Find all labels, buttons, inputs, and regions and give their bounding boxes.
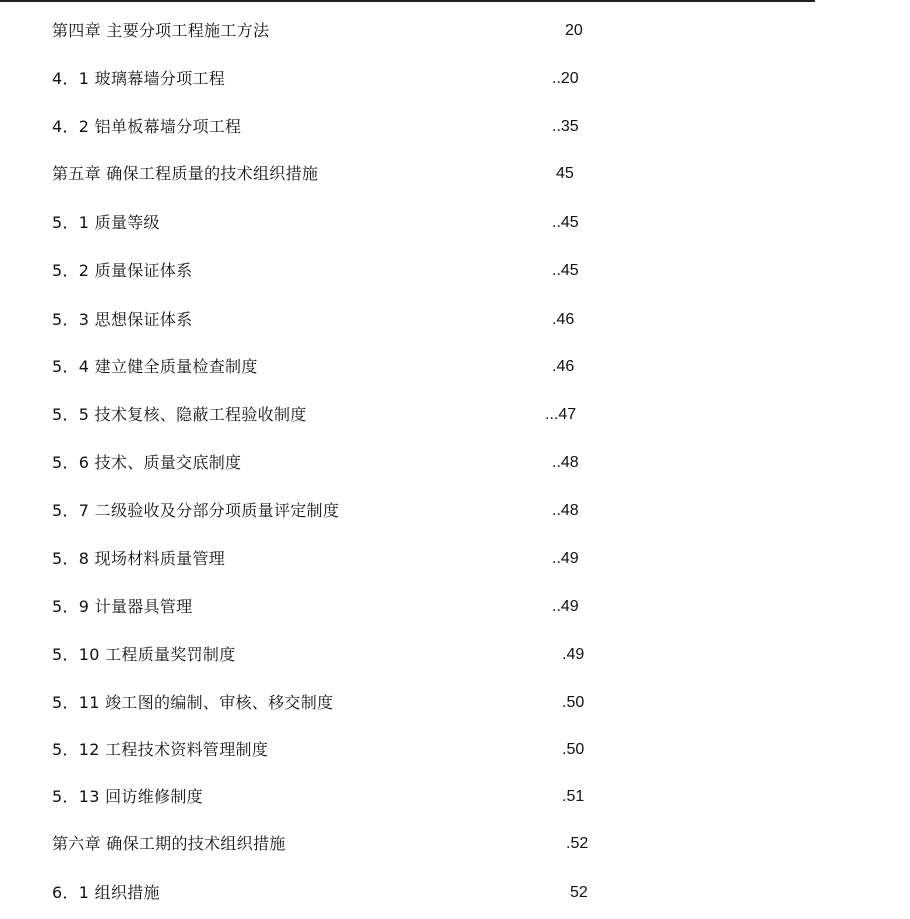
toc-entry-page: 52: [570, 884, 588, 901]
toc-entry-label: 5．3 思想保证体系: [52, 310, 193, 329]
toc-entry-5-11[interactable]: [0, 689, 910, 717]
toc-entry-page: 20: [565, 22, 583, 39]
toc-entry-label: 5．8 现场材料质量管理: [52, 549, 226, 568]
toc-entry-page: ..48: [552, 502, 579, 519]
toc-entry-5-2[interactable]: [0, 257, 910, 285]
toc-entry-chapter-6[interactable]: [0, 830, 910, 858]
toc-entry-4-2[interactable]: [0, 113, 910, 141]
toc-entry-page: ..48: [552, 454, 579, 471]
toc-entry-5-7[interactable]: [0, 497, 910, 525]
toc-entry-5-6[interactable]: [0, 449, 910, 477]
toc-entry-label: 4．1 玻璃幕墙分项工程: [52, 69, 226, 88]
toc-entry-page: ..35: [552, 118, 579, 135]
toc-entry-page: ..49: [552, 598, 579, 615]
toc-entry-label: 5．7 二级验收及分部分项质量评定制度: [52, 501, 340, 520]
toc-entry-page: ..20: [552, 70, 579, 87]
toc-entry-page: 45: [556, 165, 574, 182]
toc-entry-page: .46: [552, 358, 575, 375]
toc-entry-chapter-4[interactable]: [0, 17, 910, 45]
toc-entry-label: 4．2 铝单板幕墙分项工程: [52, 117, 242, 136]
toc-entry-page: .46: [552, 311, 575, 328]
toc-entry-5-13[interactable]: [0, 783, 910, 811]
toc-entry-label: 6．1 组织措施: [52, 883, 160, 902]
toc-entry-label: 第四章 主要分项工程施工方法: [52, 21, 270, 40]
toc-entry-label: 第六章 确保工期的技术组织措施: [52, 834, 286, 853]
toc-entry-page: .51: [562, 788, 585, 805]
toc-entry-page: ..45: [552, 262, 579, 279]
toc-entry-5-10[interactable]: [0, 641, 910, 669]
toc-entry-6-1[interactable]: [0, 879, 910, 907]
toc-entry-5-12[interactable]: [0, 736, 910, 764]
toc-entry-page: ..49: [552, 550, 579, 567]
toc-entry-page: .50: [562, 741, 585, 758]
toc-entry-page: ..45: [552, 214, 579, 231]
toc-entry-4-1[interactable]: [0, 65, 910, 93]
toc-entry-page: .50: [562, 694, 585, 711]
toc-entry-label: 5．4 建立健全质量检查制度: [52, 357, 258, 376]
toc-entry-label: 5．11 竣工图的编制、审核、移交制度: [52, 693, 334, 712]
toc-entry-label: 5．6 技术、质量交底制度: [52, 453, 242, 472]
toc-entry-label: 5．5 技术复核、隐蔽工程验收制度: [52, 405, 307, 424]
toc-entry-5-5[interactable]: [0, 401, 910, 429]
toc-entry-label: 5．9 计量器具管理: [52, 597, 193, 616]
toc-entry-label: 5．12 工程技术资料管理制度: [52, 740, 269, 759]
toc-entry-5-3[interactable]: [0, 306, 910, 334]
toc-entry-label: 5．2 质量保证体系: [52, 261, 193, 280]
toc-entry-page: .52: [566, 835, 589, 852]
toc-entry-5-4[interactable]: [0, 353, 910, 381]
toc-entry-label: 5．10 工程质量奖罚制度: [52, 645, 236, 664]
toc-entry-5-8[interactable]: [0, 545, 910, 573]
toc-entry-label: 5．1 质量等级: [52, 213, 160, 232]
toc-entry-page: ...47: [545, 406, 577, 423]
toc-entry-label: 第五章 确保工程质量的技术组织措施: [52, 164, 319, 183]
toc-entry-chapter-5[interactable]: [0, 160, 910, 188]
toc-entry-label: 5．13 回访维修制度: [52, 787, 203, 806]
toc-entry-5-9[interactable]: [0, 593, 910, 621]
toc-entry-5-1[interactable]: [0, 209, 910, 237]
toc-entry-page: .49: [562, 646, 585, 663]
